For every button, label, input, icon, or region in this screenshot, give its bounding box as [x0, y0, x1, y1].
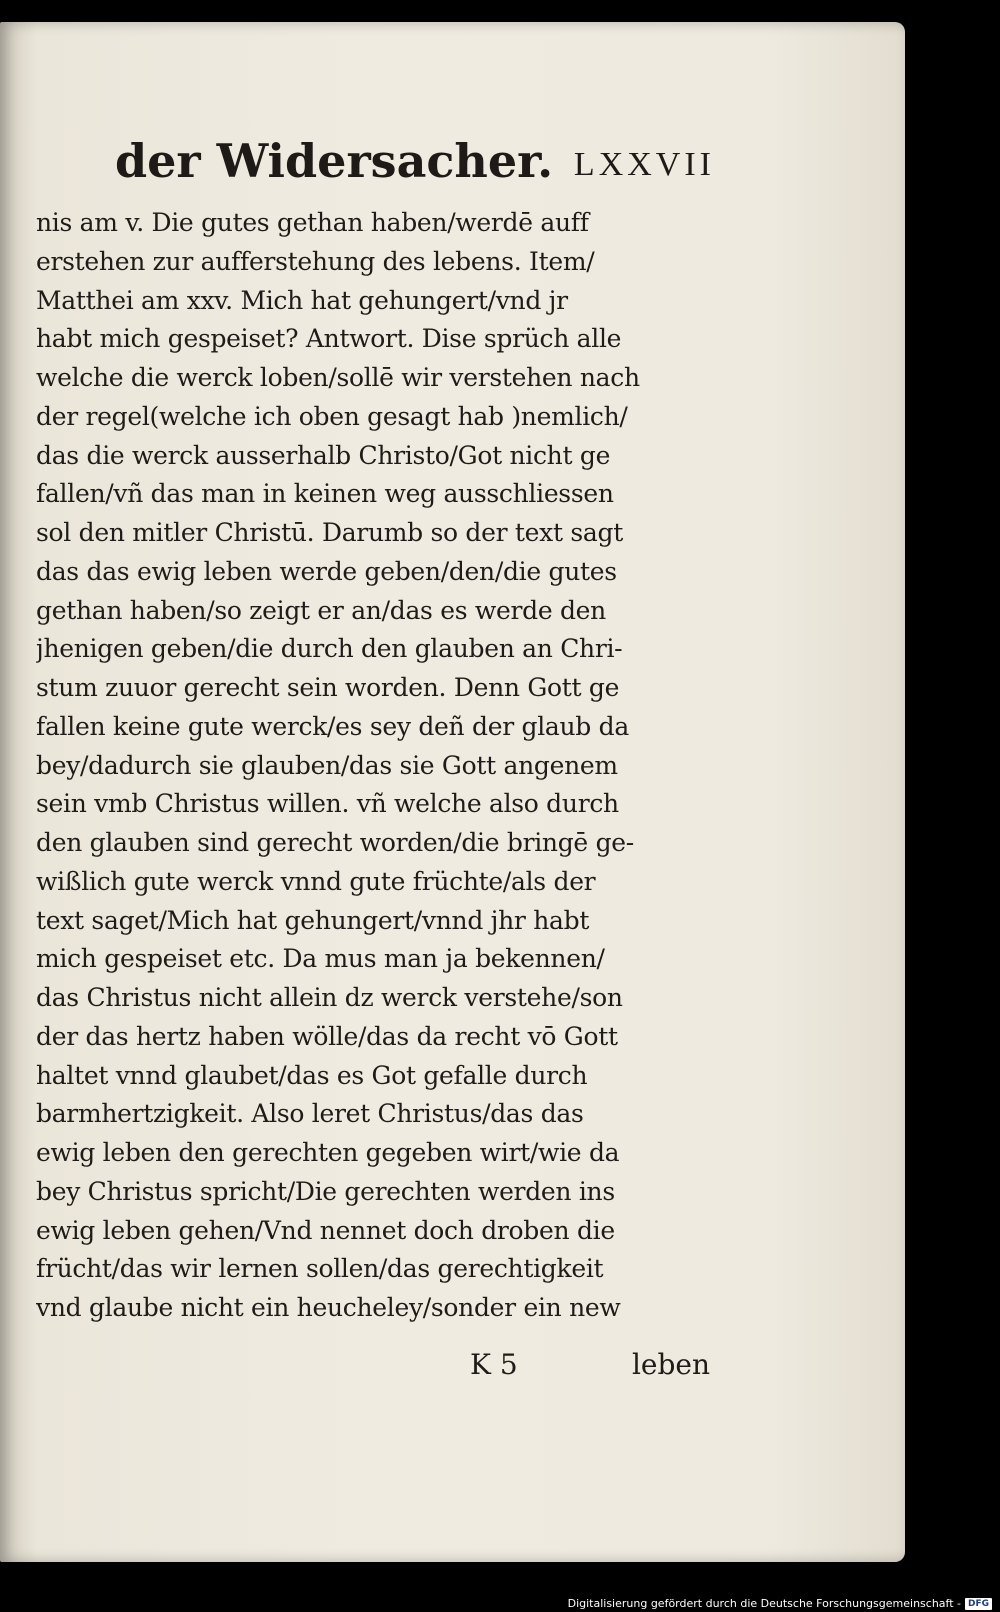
- running-head: [115, 134, 715, 194]
- running-head-title: der Widersacher.: [115, 134, 554, 188]
- text-line: der das hertz haben wölle/das da recht vō Gott: [36, 1021, 618, 1051]
- dfg-logo: DFG: [965, 1598, 992, 1610]
- text-line: erstehen zur aufferstehung des lebens. Item/: [36, 246, 595, 276]
- text-line: frücht/das wir lernen sollen/das gerechtigkeit: [36, 1254, 604, 1284]
- text-line: das das ewig leben werde geben/den/die gutes: [36, 556, 617, 586]
- text-line: fallen keine gute werck/es sey deñ der glaub da: [36, 711, 629, 741]
- digitization-credit: [568, 1597, 992, 1610]
- catchword: leben: [631, 1348, 710, 1381]
- text-line: fallen/vñ das man in keinen weg ausschliessen: [36, 479, 614, 509]
- text-line: text saget/Mich hat gehungert/vnnd jhr habt: [36, 905, 590, 935]
- text-line: bey/dadurch sie glauben/das sie Gott angenem: [36, 750, 618, 780]
- text-line: nis am v. Die gutes gethan haben/werdē auff: [36, 208, 589, 237]
- text-line: das Christus nicht allein dz werck verstehe/son: [36, 983, 623, 1012]
- text-block: [36, 204, 726, 1328]
- text-line: habt mich gespeiset? Antwort. Dise sprüch alle: [36, 324, 622, 354]
- text-line: wißlich gute werck vnnd gute früchte/als der: [36, 866, 596, 896]
- text-line: barmhertzigkeit. Also leret Christus/das das: [36, 1099, 584, 1129]
- text-line: sol den mitler Christū. Darumb so der text sagt: [36, 518, 623, 547]
- text-line: das die werck ausserhalb Christo/Got nicht ge: [36, 440, 611, 470]
- text-line: mich gespeiset etc. Da mus man ja bekennen/: [36, 944, 605, 974]
- catchline: [470, 1348, 710, 1388]
- signature-mark: K 5: [470, 1348, 518, 1381]
- text-line: vnd glaube nicht ein heucheley/sonder ein new: [36, 1293, 621, 1322]
- credit-text: Digitalisierung gefördert durch die Deutsche Forschungsgemeinschaft -: [567, 1597, 961, 1610]
- text-line: gethan haben/so zeigt er an/das es werde den: [36, 595, 606, 625]
- text-line: bey Christus spricht/Die gerechten werden ins: [36, 1176, 615, 1206]
- page-scan: [0, 22, 905, 1562]
- text-line: der regel(welche ich oben gesagt hab )nemlich/: [36, 401, 628, 431]
- text-line: Matthei am xxv. Mich hat gehungert/vnd jr: [36, 285, 568, 315]
- text-line: welche die werck loben/sollē wir verstehen nach: [36, 363, 640, 392]
- text-line: haltet vnnd glaubet/das es Got gefalle durch: [36, 1060, 588, 1090]
- text-line: stum zuuor gerecht sein worden. Denn Gott ge: [36, 673, 620, 702]
- text-line: ewig leben den gerechten gegeben wirt/wie da: [36, 1138, 620, 1167]
- text-line: sein vmb Christus willen. vñ welche also durch: [36, 789, 619, 819]
- text-line: ewig leben gehen/Vnd nennet doch droben die: [36, 1215, 615, 1245]
- text-line: jhenigen geben/die durch den glauben an Chri-: [36, 634, 623, 664]
- folio-number: LXXVII: [573, 146, 715, 183]
- text-line: den glauben sind gerecht worden/die bringē ge-: [36, 828, 634, 857]
